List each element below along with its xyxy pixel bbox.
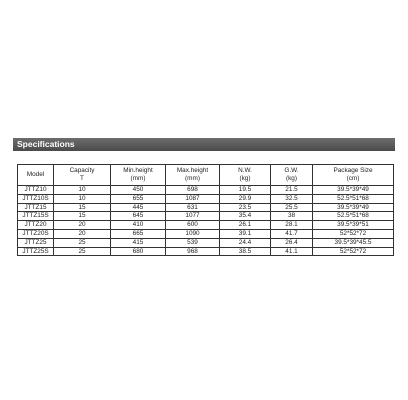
cell-min-height: 680 [111, 247, 166, 256]
cell-net-weight: 23.5 [220, 203, 271, 212]
table-row [18, 186, 394, 195]
cell-max-height: 968 [166, 247, 220, 256]
cell-model: JTTZ15S [18, 212, 54, 221]
cell-net-weight: 39.1 [220, 229, 271, 238]
cell-capacity: 10 [54, 186, 111, 195]
cell-model: JTTZ20 [18, 221, 54, 230]
table-row [18, 238, 394, 247]
cell-package-size: 39.5*39*49 [313, 186, 394, 195]
cell-min-height: 445 [111, 203, 166, 212]
cell-max-height: 600 [166, 221, 220, 230]
cell-min-height: 655 [111, 194, 166, 203]
cell-capacity: 20 [54, 229, 111, 238]
cell-max-height: 539 [166, 238, 220, 247]
specifications-section [13, 138, 395, 256]
cell-model: JTTZ15 [18, 203, 54, 212]
cell-package-size: 39.5*39*49 [313, 203, 394, 212]
cell-package-size: 39.5*39*45.5 [313, 238, 394, 247]
specifications-table [17, 164, 394, 256]
cell-package-size: 39.5*39*51 [313, 221, 394, 230]
cell-model: JTTZ10 [18, 186, 54, 195]
cell-max-height: 1090 [166, 229, 220, 238]
header-max-height: Max.height (mm) [166, 165, 220, 186]
header-net-weight: N.W. (kg) [220, 165, 271, 186]
cell-net-weight: 29.9 [220, 194, 271, 203]
cell-model: JTTZ20S [18, 229, 54, 238]
cell-max-height: 1077 [166, 212, 220, 221]
cell-min-height: 450 [111, 186, 166, 195]
table-row [18, 194, 394, 203]
table-row [18, 203, 394, 212]
cell-model: JTTZ10S [18, 194, 54, 203]
cell-model: JTTZ25S [18, 247, 54, 256]
cell-gross-weight: 26.4 [271, 238, 313, 247]
section-title: Specifications [13, 138, 395, 151]
cell-gross-weight: 28.1 [271, 221, 313, 230]
cell-gross-weight: 38 [271, 212, 313, 221]
cell-net-weight: 35.4 [220, 212, 271, 221]
cell-package-size: 52.5*51*68 [313, 212, 394, 221]
cell-capacity: 20 [54, 221, 111, 230]
cell-max-height: 698 [166, 186, 220, 195]
header-capacity: Capacity T [54, 165, 111, 186]
table-row [18, 221, 394, 230]
table-row [18, 212, 394, 221]
cell-gross-weight: 41.1 [271, 247, 313, 256]
cell-package-size: 52*52*72 [313, 247, 394, 256]
cell-gross-weight: 41.7 [271, 229, 313, 238]
header-model: Model [18, 165, 54, 186]
cell-min-height: 665 [111, 229, 166, 238]
cell-max-height: 1087 [166, 194, 220, 203]
header-gross-weight: G.W. (kg) [271, 165, 313, 186]
cell-min-height: 645 [111, 212, 166, 221]
cell-net-weight: 19.5 [220, 186, 271, 195]
cell-net-weight: 24.4 [220, 238, 271, 247]
header-package-size: Package Size (cm) [313, 165, 394, 186]
cell-net-weight: 38.5 [220, 247, 271, 256]
cell-capacity: 10 [54, 194, 111, 203]
header-min-height: Min.height (mm) [111, 165, 166, 186]
cell-capacity: 25 [54, 247, 111, 256]
cell-capacity: 25 [54, 238, 111, 247]
cell-package-size: 52*52*72 [313, 229, 394, 238]
cell-net-weight: 26.1 [220, 221, 271, 230]
cell-min-height: 415 [111, 238, 166, 247]
cell-gross-weight: 25.5 [271, 203, 313, 212]
cell-capacity: 15 [54, 203, 111, 212]
cell-capacity: 15 [54, 212, 111, 221]
cell-model: JTTZ25 [18, 238, 54, 247]
cell-package-size: 52.5*51*68 [313, 194, 394, 203]
table-header-row [18, 165, 394, 186]
cell-min-height: 410 [111, 221, 166, 230]
cell-max-height: 631 [166, 203, 220, 212]
table-row [18, 247, 394, 256]
table-row [18, 229, 394, 238]
cell-gross-weight: 32.5 [271, 194, 313, 203]
cell-gross-weight: 21.5 [271, 186, 313, 195]
